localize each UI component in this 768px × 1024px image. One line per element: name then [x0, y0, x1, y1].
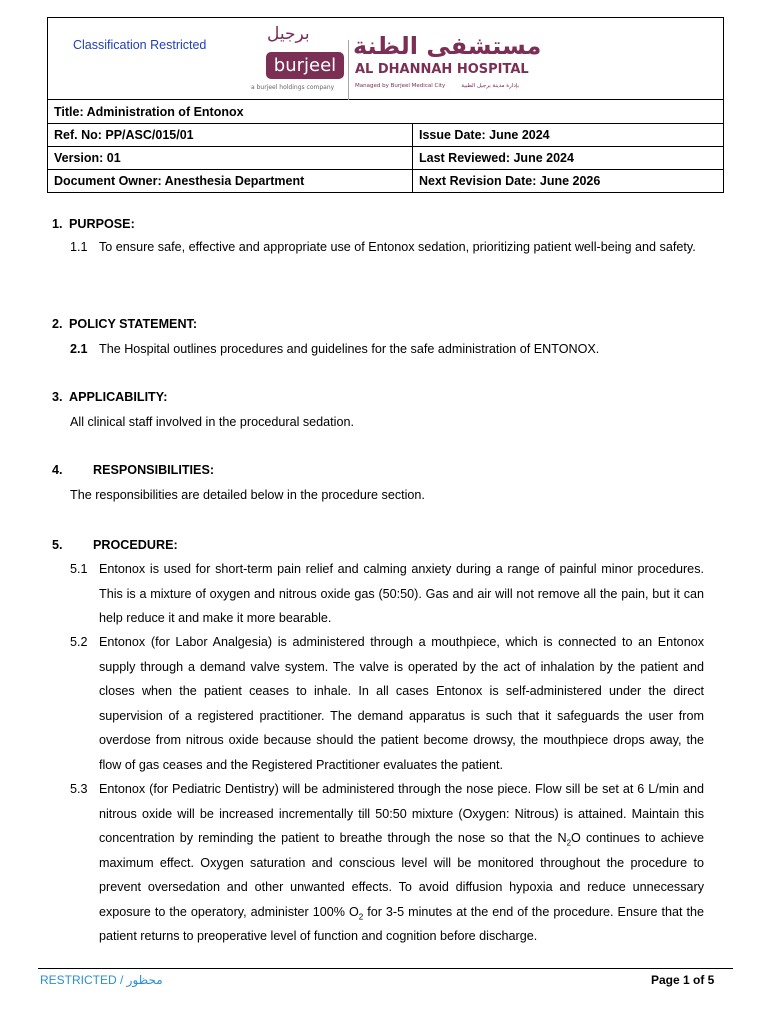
- footer-classification: RESTRICTED / محظور: [40, 973, 163, 987]
- section-heading-applicability: [52, 385, 167, 410]
- section-heading-policy: [52, 312, 197, 337]
- item-text: Entonox is used for short-term pain relief and calming anxiety during a range of painful minor procedures. This is a mixture of oxygen and nitrous oxide gas (50:50). Gas and air will not remove all the pain, but it can help reduce it and make it more bearable.: [99, 562, 704, 625]
- section-heading-purpose: [52, 212, 135, 237]
- footer-divider: [38, 968, 733, 969]
- section-heading-responsibilities: [52, 458, 214, 483]
- document-owner: Document Owner: Anesthesia Department: [48, 170, 413, 193]
- section-number: 2.: [52, 317, 63, 331]
- subscript: 2: [566, 838, 572, 848]
- item-text-part: for 3-5 minutes at the end of the procedure. Ensure that the patient returns to preoperative level of function and cognition before discharge.: [99, 904, 704, 943]
- hospital-name: AL DHANNAH HOSPITAL: [355, 62, 529, 77]
- item-number: 1.1: [70, 240, 88, 254]
- section-title: APPLICABILITY:: [69, 390, 168, 404]
- item-text-part: Entonox (for Pediatric Dentistry) will be administered through the nose piece. Flow sill be set at 6 L/min and nitrous oxide will be increased incrementally till 50:50 mixture (Oxygen: Nitrous) is attained. Maintain this concentration by reminding the patient to breathe through the nose so that the N: [99, 782, 704, 845]
- section-title: PURPOSE:: [69, 217, 135, 231]
- item-text: The Hospital outlines procedures and guidelines for the safe administration of ENTONOX.: [99, 342, 600, 356]
- section-number: 4.: [52, 463, 63, 477]
- list-item: [70, 630, 704, 777]
- item-number: 5.3: [70, 782, 88, 796]
- section-title: RESPONSIBILITIES:: [93, 463, 215, 477]
- reference-number: Ref. No: PP/ASC/015/01: [48, 124, 413, 147]
- brand-arabic: برجيل: [267, 24, 310, 44]
- classification-label: Classification Restricted: [73, 38, 207, 52]
- item-text-part: O continues to achieve maximum effect. Oxygen saturation and conscious level will be monitored throughout the procedure to prevent oversedation and other unwanted effects. To avoid diffusion hypoxia and reduce unnecessary exposure to the operatory, administer 100% O: [99, 831, 704, 919]
- applicability-text: All clinical staff involved in the procedural sedation.: [70, 415, 354, 429]
- subscript: 2: [358, 912, 364, 922]
- section-title: POLICY STATEMENT:: [69, 317, 198, 331]
- item-number: 5.2: [70, 635, 88, 649]
- list-item: [70, 337, 704, 362]
- managed-by-arabic: بإدارة مدينة برجيل الطبية: [461, 83, 519, 89]
- logo-divider: [348, 40, 349, 100]
- burjeel-logo: [251, 26, 345, 92]
- item-text: Entonox (for Labor Analgesia) is administered through a mouthpiece, which is connected to an Entonox supply through a demand valve system. The valve is operated by the act of inhalation by the patient and closes when the patient ceases to inhale. In all cases Entonox is self-administered under the direct supervision of a registered practitioner. The demand apparatus is such that it safeguards the user from overdose from nitrous oxide because should the patient become drowsy, the mouthpiece drops away, the flow of gas ceases and the Registered Practitioner evaluates the patient.: [99, 635, 704, 772]
- version: Version: 01: [48, 147, 413, 170]
- brand-subtitle: a burjeel holdings company: [251, 84, 335, 91]
- section-number: 3.: [52, 390, 63, 404]
- item-text: To ensure safe, effective and appropriate use of Entonox sedation, prioritizing patient well-being and safety.: [99, 240, 696, 254]
- responsibilities-text: The responsibilities are detailed below in the procedure section.: [70, 488, 425, 502]
- hospital-name-arabic: مستشفى الظنة: [353, 32, 542, 60]
- list-item: [70, 557, 704, 631]
- section-number: 5.: [52, 538, 63, 552]
- item-text: [99, 777, 704, 949]
- issue-date: Issue Date: June 2024: [413, 124, 724, 147]
- managed-by: [355, 83, 519, 89]
- last-reviewed: Last Reviewed: June 2024: [413, 147, 724, 170]
- section-heading-procedure: [52, 533, 178, 558]
- list-item: [70, 777, 704, 949]
- document-title: Title: Administration of Entonox: [48, 100, 724, 124]
- list-item: [70, 235, 704, 260]
- logo-cell: [48, 18, 724, 100]
- next-revision-date: Next Revision Date: June 2026: [413, 170, 724, 193]
- managed-by-english: Managed by Burjeel Medical City: [355, 83, 446, 89]
- brand-latin: burjeel: [266, 52, 344, 79]
- document-header-table: [47, 17, 724, 193]
- section-number: 1.: [52, 217, 63, 231]
- section-title: PROCEDURE:: [93, 538, 178, 552]
- page-number: Page 1 of 5: [651, 973, 715, 987]
- item-number: 2.1: [70, 342, 88, 356]
- item-number: 5.1: [70, 562, 88, 576]
